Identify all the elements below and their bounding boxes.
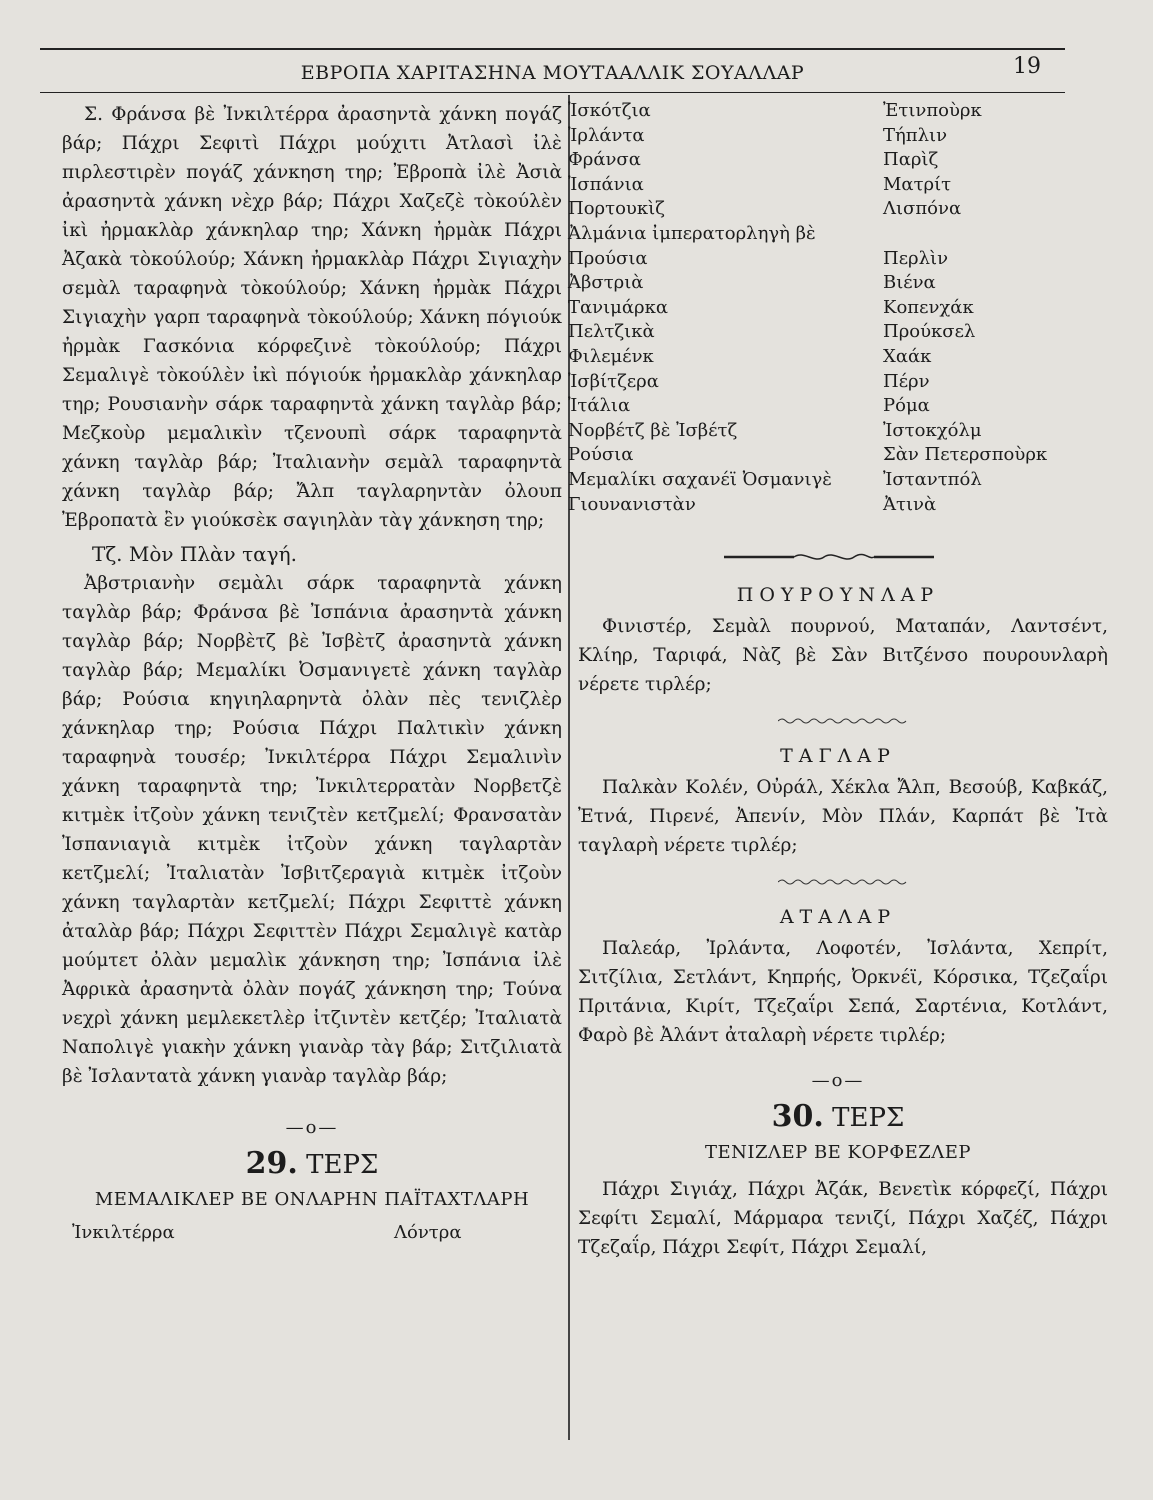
capital-name: Ματρίτ: [883, 173, 952, 195]
capital-row: [568, 223, 1108, 248]
capitals-list: [568, 100, 1108, 518]
capital-name: Περλὶν: [883, 247, 949, 269]
country-name: Προύσια: [568, 247, 648, 269]
country-name: Πορτουκὶζ: [568, 198, 665, 220]
capital-name: Ἀτινὰ: [883, 493, 937, 515]
capital-name: Κοπενχάκ: [883, 296, 974, 318]
capital-name: Ἰσταντπόλ: [883, 468, 982, 490]
country-name: Ἰσκότζια: [568, 100, 651, 121]
intro-paragraph: Σ. Φράνσα βὲ Ἰνκιλτέρρα ἀρασηντὰ χάνκη πογάζ βάρ; Πάχρι Σεφιτὶ Πάχρι μούχιτι Ἀτλασὶ ἰλὲ πιρλεστιρὲν πογάζ χάνκηση τηρ; Ἐβροπὰ ἰλὲ Ἀσιὰ ἀρασηντὰ χάνκη νὲχρ βάρ; Πάχρι Χαζεζὲ τὸκούλὲν ἰκὶ ἠρμακλὰρ χάνκηλαρ τηρ; Χάνκη ἠρμὰκ Πάχρι Ἀζακὰ τὸκούλούρ; Χάνκη ἠρμακλὰρ Πάχρι Σιγιαχὴν σεμὰλ ταραφηνὰ τὸκούλούρ; Χάνκη ἠρμὰκ Πάχρι Σιγιαχὴν γαρπ ταραφηνὰ τὸκούλούρ; Χάνκη πόγιούκ ἠρμὰκ Γασκόνια κόρφεζινὲ τὸκούλούρ; Πάχρι Σεμαλιγὲ τὸκούλὲν ἰκὶ πόγιούκ ἠρμακλὰρ χάνκηλαρ τηρ; Ρουσιανὴν σάρκ ταραφηντὰ χάνκη ταγλὰρ βάρ; Μεζκοὺρ μεμαλικὶν τζενουπὶ σάρκ ταραφηντὰ χάνκη ταγλὰρ βάρ; Ἰταλιανὴν σεμὰλ ταραφηντὰ χάνκη ταγλὰρ βάρ; Ἄλπ ταγλαρηντὰν ὀλουπ Ἐβροπατὰ ἒν γιούκσὲκ σαγιηλὰν τὰγ χάνκηση τηρ;: [62, 104, 562, 531]
islands-text: Παλεάρ, Ἰρλάντα, Λοφοτέν, Ἰσλάντα, Χεπρίτ, Σιτζίλια, Σετλάντ, Κηπρής, Ὀρκνέϊ, Κόρσικα, Τζεζαΐρι Πριτάνια, Κιρίτ, Τζεζαΐρι Σεπά, Σαρτένια, Κοτλάντ, Φαρὸ βὲ Ἀλάντ ἀταλαρὴ νέρετε τιρλέρ;: [578, 938, 1108, 1047]
lesson-30-heading: [568, 1099, 1108, 1134]
right-column: [568, 100, 1108, 1262]
capital-row: [568, 248, 1108, 273]
ornament-divider: [724, 550, 934, 564]
page-number: 19: [1013, 54, 1041, 79]
capital-row: [568, 174, 1108, 199]
capital-name: Ἰστοκχόλμ: [883, 419, 982, 441]
country-name: Νορβέτζ βὲ Ἰσβέτζ: [568, 419, 738, 441]
capital-row: [568, 149, 1108, 174]
islands-heading: ΑΤΑΛΑΡ: [779, 906, 897, 929]
country-name: Ἰρλάντα: [568, 124, 645, 146]
lesson-30-title: ΤΕΝΙΖΛΕΡ ΒΕ ΚΟΡΦΕΖΛΕΡ: [704, 1142, 972, 1164]
lesson-30-text: Πάχρι Σιγιάχ, Πάχρι Ἀζάκ, Βενετὶκ κόρφεζί, Πάχρι Σεφίτι Σεμαλί, Μάρμαρα τενιζί, Πάχρι Χαζέζ, Πάχρι Τζεζαΐρ, Πάχρι Σεφίτ, Πάχρι Σεμαλί,: [578, 1179, 1108, 1259]
capital-row: [568, 100, 1108, 125]
capital-name: Ρόμα: [883, 395, 930, 417]
lesson-29-heading: [62, 1146, 562, 1181]
lesson-29-word: ΤΕΡΣ: [306, 1150, 379, 1180]
country-name: Ἰσβίτζερα: [568, 370, 659, 392]
capes-text: Φινιστέρ, Σεμὰλ πουρνού, Ματαπάν, Λαντσέντ, Κλίηρ, Ταριφά, Νὰζ βὲ Σὰν Βιτζένσο πουρουνλαρὴ νέρετε τιρλέρ;: [578, 616, 1108, 696]
lesson-30-word: ΤΕΡΣ: [832, 1103, 905, 1134]
country-name: Φράνσα: [568, 149, 641, 171]
mountains-text: Παλκὰν Κολέν, Οὐράλ, Χέκλα Ἄλπ, Βεσούβ, Καβκάζ, Ἐτνά, Πιρενέ, Ἀπενίν, Μὸν Πλάν, Καρπάτ βὲ Ἰτὰ ταγλαρὴ νέρετε τιρλέρ;: [578, 777, 1108, 857]
capital-name: Πέρν: [883, 370, 930, 392]
country-name: Τανιμάρκα: [568, 296, 669, 318]
capital-name: Προύκσελ: [883, 321, 976, 343]
country-name: Φιλεμένκ: [568, 345, 654, 367]
section-divider: —ο—: [811, 1070, 865, 1092]
capital-name: Χαάκ: [883, 345, 932, 367]
capital-row: [568, 395, 1108, 420]
page-header: [40, 48, 1065, 93]
capital-row: [568, 198, 1108, 223]
capital-name: Λισπόνα: [883, 198, 962, 220]
capital-row: [568, 297, 1108, 322]
capital-row: [568, 346, 1108, 371]
country-name: Ἰτάλια: [568, 395, 631, 417]
capital-row: [568, 494, 1108, 519]
capital-row: [568, 272, 1108, 297]
capital-row: [568, 321, 1108, 346]
wavy-divider: [778, 717, 908, 725]
country-name: Ἀλμάνια ἰμπερατορληγὴ βὲ: [568, 222, 816, 244]
country-name: Ρούσια: [568, 444, 634, 466]
subheading: Τζ. Μὸν Πλὰν ταγή.: [92, 542, 297, 566]
capital-name: Παρὶζ: [883, 149, 939, 171]
mountains-heading: ΤΑΓΛΑΡ: [780, 745, 896, 768]
capes-heading: ΠΟΥΡΟΥΝΛΑΡ: [736, 584, 940, 607]
capital-row: [568, 371, 1108, 396]
answer-paragraph: Ἀβστριανὴν σεμὰλι σάρκ ταραφηντὰ χάνκη ταγλὰρ βάρ; Φράνσα βὲ Ἰσπάνια ἀρασηντὰ χάνκη ταγλὰρ βάρ; Νορβὲτζ βὲ Ἰσβὲτζ ἀρασηντὰ χάνκη ταγλὰρ βάρ; Μεμαλίκι Ὀσμανιγετὲ χάνκη ταγλὰρ βάρ; Ρούσια κηγιηλαρηντὰ ὀλὰν πὲς τενιζλὲρ χάνκηλαρ τηρ; Ρούσια Πάχρι Παλτικὶν χάνκη ταραφηνὰ τουσέρ; Ἰνκιλτέρρα Πάχρι Σεμαλινὶν χάνκη ταραφηντὰ τηρ; Ἰνκιλτερρατὰν Νορβετζὲ κιτμὲκ ἰτζοὺν χάνκη τενιζτὲν κετζμελί; Φρανσατὰν Ἰσπανιαγιὰ κιτμὲκ ἰτζοὺν χάνκη ταγλαρτὰν κετζμελί; Ἰταλιατὰν Ἰσβιτζεραγιὰ κιτμὲκ ἰτζοὺν χάνκη ταγλαρτὰν κετζμελί; Πάχρι Σεφιττὲ χάνκη ἀταλὰρ βάρ; Πάχρι Σεφιττὲν Πάχρι Σεμαλιγὲ κατὰρ μούμτετ ὀλὰν μεμαλὶκ χάνκηση τηρ; Ἰσπάνια ἰλὲ Ἀφρικὰ ἀρασηντὰ ὀλὰν πογάζ χάνκηση τηρ; Τούνα νεχρὶ χάνκη μεμλεκετλὲρ ἰτζιντὲν κετζέρ; Ἰταλιατὰ Ναπολιγὲ γιακὴν χάνκη γιανὰρ τὰγ βάρ; Σιτζιλιατὰ βὲ Ἰσλαντατὰ χάνκη γιανὰρ ταγλὰρ βάρ;: [62, 573, 562, 1087]
lesson-29-number: 29.: [245, 1146, 298, 1181]
wavy-divider: [778, 878, 908, 886]
capital-row: [568, 469, 1108, 494]
capital-name: Βιένα: [883, 272, 936, 294]
capital-name: Σὰν Πετερσποὺρκ: [883, 444, 1048, 466]
country-name: Πελτζικὰ: [568, 321, 655, 343]
capital-row: [568, 444, 1108, 469]
capital-row: [568, 420, 1108, 445]
capital-row: [62, 1222, 562, 1250]
country-name: Ἰνκιλτέρρα: [72, 1222, 175, 1243]
capital-row: [568, 125, 1108, 150]
lesson-30-number: 30.: [771, 1099, 824, 1135]
left-column: [62, 100, 562, 1250]
country-name: Ἀβστριὰ: [568, 272, 644, 294]
country-name: Γιουνανιστὰν: [568, 493, 696, 515]
section-divider: —ο—: [285, 1117, 339, 1138]
running-title: ΕΒΡΟΠΑ ΧΑΡΙΤΑΣΗΝΑ ΜΟΥΤΑΑΛΛΙΚ ΣΟΥΑΛΛΑΡ: [300, 62, 805, 84]
capital-name: Τήπλιν: [883, 124, 948, 146]
capital-name: Λόντρα: [394, 1222, 462, 1243]
lesson-29-title: ΜΕΜΑΛΙΚΛΕΡ ΒΕ ΟΝΛΑΡΗΝ ΠΑΪΤΑΧΤΛΑΡΗ: [94, 1189, 530, 1210]
capital-name: Ἐτινποὺρκ: [883, 100, 982, 121]
country-name: Ἰσπάνια: [568, 173, 644, 195]
country-name: Μεμαλίκι σαχανέϊ Ὀσμανιγὲ: [568, 468, 832, 490]
